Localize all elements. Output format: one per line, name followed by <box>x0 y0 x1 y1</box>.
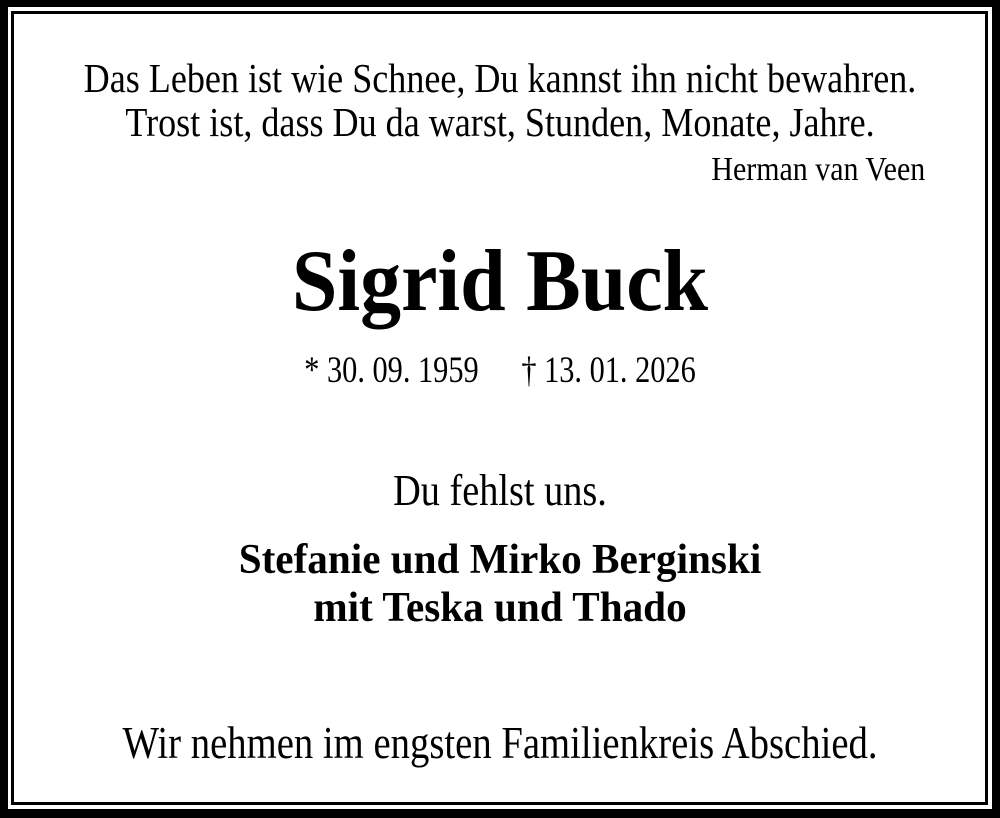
closing-line: Wir nehmen im engsten Familienkreis Abschied. <box>122 718 878 768</box>
mourners-line-2: mit Teska und Thado <box>313 585 687 631</box>
death-date: † 13. 01. 2026 <box>521 350 696 391</box>
quote-line-1: Das Leben ist wie Schnee, Du kannst ihn nicht bewahren. <box>83 55 917 101</box>
quote-attribution: Herman van Veen <box>711 151 926 188</box>
birth-date: * 30. 09. 1959 <box>304 350 479 391</box>
mourners-line-1: Stefanie und Mirko Berginski <box>238 537 762 583</box>
farewell-message: Du fehlst uns. <box>393 466 607 515</box>
life-dates <box>90 350 910 392</box>
quote-line-2: Trost ist, dass Du da warst, Stunden, Monate, Jahre. <box>125 99 875 145</box>
deceased-name: Sigrid Buck <box>291 233 709 330</box>
